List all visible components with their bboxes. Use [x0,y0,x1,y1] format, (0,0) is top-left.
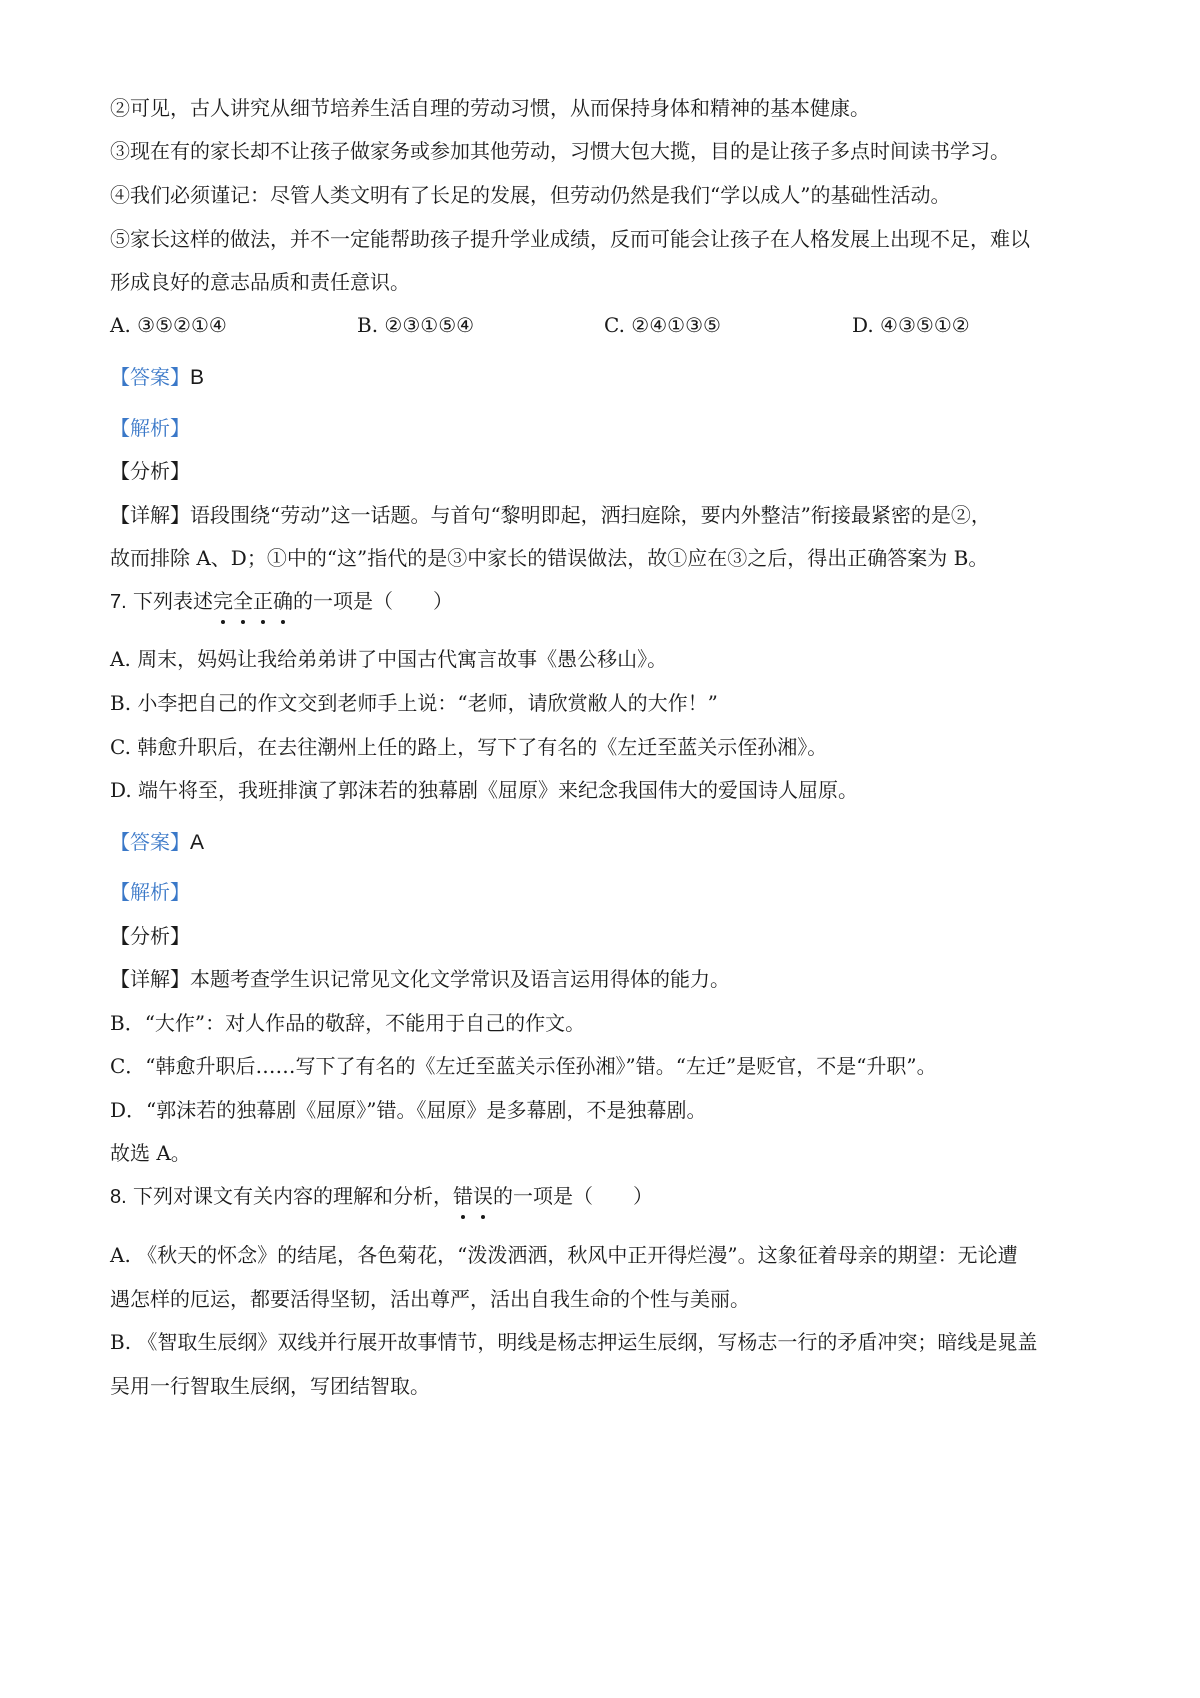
q7-stem [110,587,453,616]
q8-option-b-line2: 吴用一行智取生辰纲，写团结智取。 [110,1374,430,1398]
q7-xiangjie [110,965,730,993]
q7-dotted-char: 正 [253,589,274,613]
q6-xiangjie-line1 [110,501,991,529]
answer-value: A [190,831,205,854]
q7-stem-post: 的一项是（ ） [293,589,454,613]
q7-explain-c: C．“韩愈升职后……写下了有名的《左迁至蓝关示侄孙湘》”错。“左迁”是贬官，不是“升职”。 [110,1054,937,1078]
q8-dotted-char: 错 [453,1184,474,1208]
answer-value: B [190,366,205,389]
q6-option-a: A. ③⑤②①④ [110,313,227,337]
q6-jiexi-heading: 【解析】 [110,416,190,440]
q6-sentence-5-line2: 形成良好的意志品质和责任意识。 [110,270,410,294]
q7-number: 7. [110,591,127,613]
q7-dotted-char: 全 [233,589,254,613]
q6-sentence-5-line1: ⑤家长这样的做法，并不一定能帮助孩子提升学业成绩，反而可能会让孩子在人格发展上出现不足，难以 [110,227,1030,251]
answer-tag: 【答案】 [110,365,190,389]
q8-stem-pre: 下列对课文有关内容的理解和分析， [133,1184,454,1208]
q7-stem-pre: 下列表述 [133,589,214,613]
answer-tag: 【答案】 [110,830,190,854]
q7-option-d: D. 端午将至，我班排演了郭沫若的独幕剧《屈原》来纪念我国伟大的爱国诗人屈原。 [110,778,859,802]
q7-option-a: A. 周末，妈妈让我给弟弟讲了中国古代寓言故事《愚公移山》。 [110,647,668,671]
q7-jiexi-heading: 【解析】 [110,880,190,904]
xiangjie-text: 本题考查学生识记常见文化文学常识及语言运用得体的能力。 [190,967,730,991]
q7-option-c: C. 韩愈升职后，在去往潮州上任的路上，写下了有名的《左迁至蓝关示侄孙湘》。 [110,735,828,759]
q6-option-d: D. ④③⑤①② [852,313,970,337]
q7-option-b: B. 小李把自己的作文交到老师手上说：“老师，请欣赏敝人的大作！” [110,691,718,715]
q7-explain-b: B．“大作”：对人作品的敬辞，不能用于自己的作文。 [110,1011,586,1035]
q8-option-a-line2: 遇怎样的厄运，都要活得坚韧，活出尊严，活出自我生命的个性与美丽。 [110,1287,750,1311]
q7-dotted-char: 完 [213,589,234,613]
xiangjie-text: 语段围绕“劳动”这一话题。与首句“黎明即起，洒扫庭除，要内外整洁”衔接最紧密的是②， [190,503,991,527]
q8-option-a-line1: A. 《秋天的怀念》的结尾，各色菊花，“泼泼洒洒，秋风中正开得烂漫”。这象征着母亲的期望：无论遭 [110,1243,1018,1267]
q6-option-b: B. ②③①⑤④ [357,313,475,337]
q6-sentence-3: ③现在有的家长却不让孩子做家务或参加其他劳动，习惯大包大揽，目的是让孩子多点时间读书学习。 [110,139,1010,163]
q7-answer [110,828,204,857]
q6-answer [110,363,204,392]
xiangjie-tag: 【详解】 [110,503,190,527]
q6-xiangjie-line2: 故而排除 A、D；①中的“这”指代的是③中家长的错误做法，故①应在③之后，得出正确答案为 B。 [110,546,989,570]
q8-stem [110,1182,653,1211]
q6-sentence-2: ②可见，古人讲究从细节培养生活自理的劳动习惯，从而保持身体和精神的基本健康。 [110,96,870,120]
q7-conclusion: 故选 A。 [110,1141,191,1165]
q8-dotted-char: 误 [473,1184,494,1208]
q8-stem-post: 的一项是（ ） [493,1184,654,1208]
q7-fenxi-heading: 【分析】 [110,924,190,948]
xiangjie-tag: 【详解】 [110,967,190,991]
q8-option-b-line1: B. 《智取生辰纲》双线并行展开故事情节，明线是杨志押运生辰纲，写杨志一行的矛盾冲突；暗线是晁盖 [110,1330,1038,1354]
q8-number: 8. [110,1186,127,1208]
q6-fenxi-heading: 【分析】 [110,459,190,483]
q6-option-c: C. ②④①③⑤ [604,313,721,337]
q7-dotted-char: 确 [273,589,294,613]
q6-sentence-4: ④我们必须谨记：尽管人类文明有了长足的发展，但劳动仍然是我们“学以成人”的基础性活动。 [110,183,951,207]
q7-explain-d: D．“郭沫若的独幕剧《屈原》”错。《屈原》是多幕剧，不是独幕剧。 [110,1098,707,1122]
